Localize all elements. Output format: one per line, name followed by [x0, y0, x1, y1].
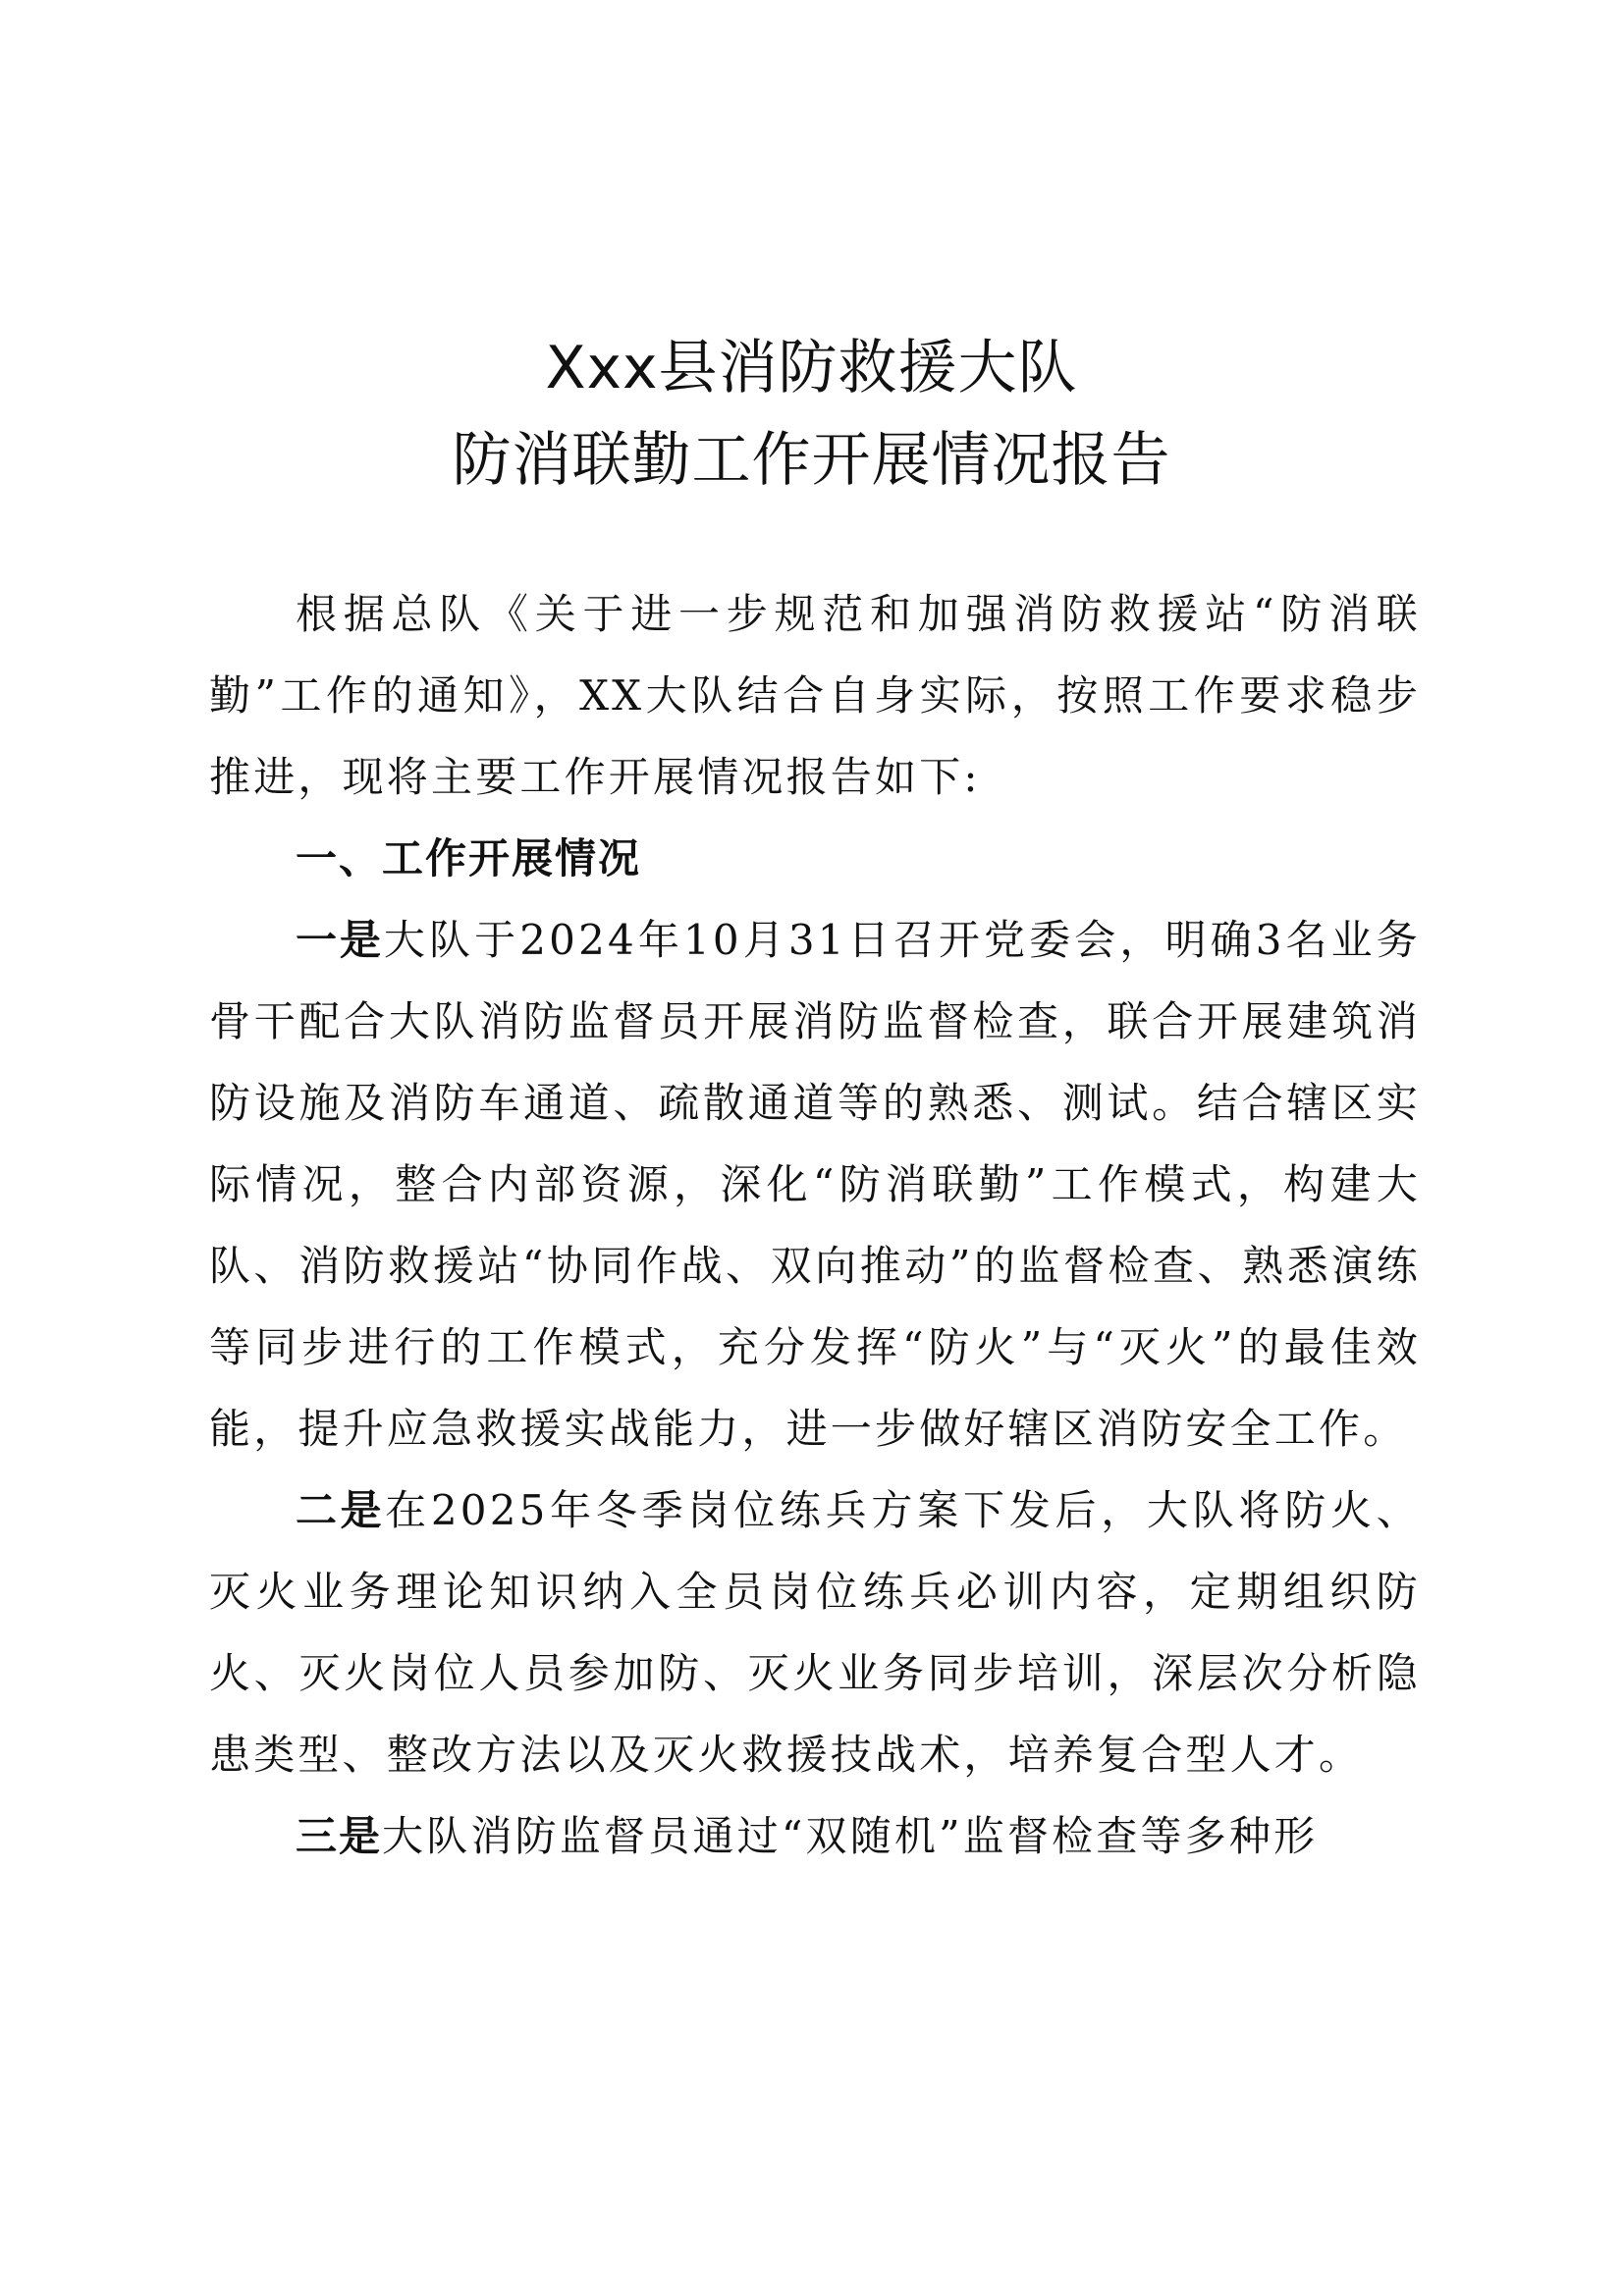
item-3-lead: 三是 [296, 1812, 383, 1860]
title-line-2: 防消联勤工作开展情况报告 [452, 426, 1171, 495]
document-body [209, 573, 1421, 1877]
item-1-text: 大队于2024年10月31日召开党委会，明确3名业务骨干配合大队消防监督员开展消防监督检查，联合开展建筑消防设施及消防车通道、疏散通道等的熟悉、测试。结合辖区实际情况，整合内部资源，深化“防消联勤”工作模式，构建大队、消防救援站“协同作战、双向推动”的监督检查、熟悉演练等同步进行的工作模式，充分发挥“防火”与“灭火”的最佳效能，提升应急救援实战能力，进一步做好辖区消防安全工作。 [209, 916, 1421, 1453]
item-paragraph-3 [209, 1795, 1421, 1877]
section-heading-work-status: 一、工作开展情况 [296, 834, 642, 882]
item-paragraph-1 [209, 899, 1421, 1469]
item-1-lead: 一是 [296, 916, 384, 964]
title-line-1: Xxx县消防救援大队 [545, 334, 1078, 402]
item-paragraph-2 [209, 1469, 1421, 1795]
document-title [0, 322, 1623, 507]
intro-paragraph: 根据总队《关于进一步规范和加强消防救援站“防消联勤”工作的通知》，XX大队结合自身实际，按照工作要求稳步推进，现将主要工作开展情况报告如下: [209, 590, 1421, 801]
item-2-text: 在2025年冬季岗位练兵方案下发后，大队将防火、灭火业务理论知识纳入全员岗位练兵必训内容，定期组织防火、灭火岗位人员参加防、灭火业务同步培训，深层次分析隐患类型、整改方法以及灭火救援技战术，培养复合型人才。 [209, 1486, 1421, 1779]
item-3-text: 大队消防监督员通过“双随机”监督检查等多种形 [382, 1812, 1319, 1860]
item-2-lead: 二是 [296, 1486, 386, 1534]
